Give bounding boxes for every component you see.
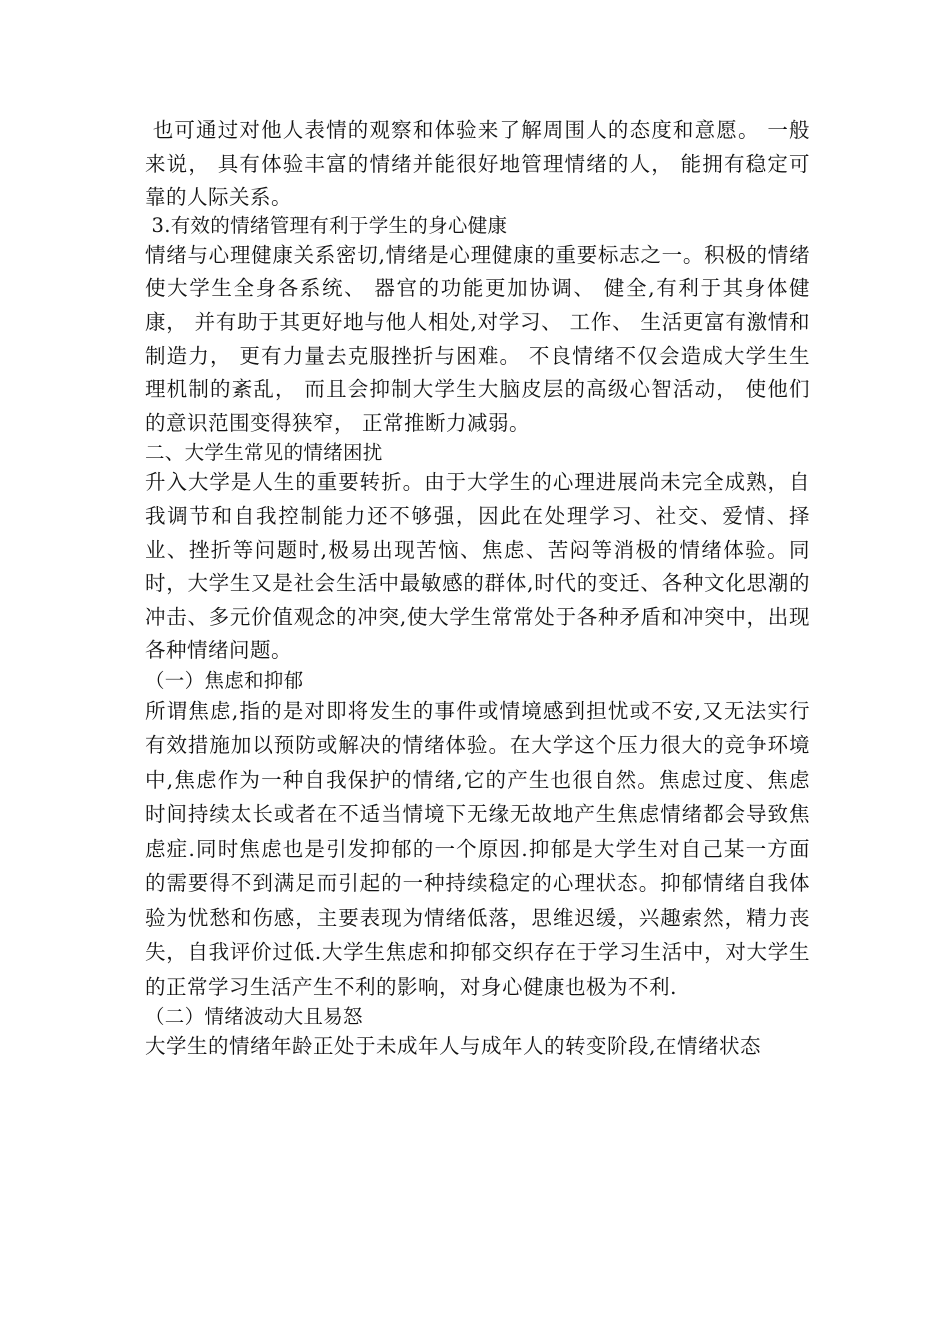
paragraph-anxiety: 所谓焦虑,指的是对即将发生的事件或情境感到担忧或不安,又无法实行有效措施加以预防或解决的情绪体验。在大学这个压力很大的竞争环境中,焦虑作为一种自我保护的情绪,它的产生也很自然。焦虑过度、焦虑时间持续太长或者在不适当情境下无缘无故地产生焦虑情绪都会导致焦虑症.同时焦虑也是引发抑郁的一个原因.抑郁是大学生对自己某一方面的需要得不到满足而引起的一种持续稳定的心理状态。抑郁情绪自我体验为忧愁和伤感，主要表现为情绪低落，思维迟缓，兴趣索然，精力丧失，自我评价过低.大学生焦虑和抑郁交织存在于学习生活中，对大学生的正常学习生活产生不利的影响，对身心健康也极为不利. bbox=[145, 698, 810, 999]
heading-common-troubles: 二、大学生常见的情绪困扰 bbox=[145, 441, 383, 465]
heading-anxiety-depression: （一）焦虑和抑郁 bbox=[145, 668, 304, 692]
paragraph-university-transition: 升入大学是人生的重要转折。由于大学生的心理进展尚未完全成熟，自我调节和自我控制能力还不够强，因此在处理学习、社交、爱情、择业、挫折等问题时,极易出现苦恼、焦虑、苦闷等消极的情绪体验。同时，大学生又是社会生活中最敏感的群体,时代的变迁、各种文化思潮的冲击、多元价值观念的冲突,使大学生常常处于各种矛盾和冲突中，出现各种情绪问题。 bbox=[145, 470, 810, 663]
paragraph-mental-health: 情绪与心理健康关系密切,情绪是心理健康的重要标志之一。积极的情绪使大学生全身各系统、 器官的功能更加协调、 健全,有利于其身体健康， 并有助于其更好地与他人相处,对学习、 工作、 生活更富有激情和制造力， 更有力量去克服挫折与困难。 不良情绪不仅会造成大学生生理机制的紊乱， 而且会抑制大学生大脑皮层的高级心智活动， 使他们的意识范围变得狭窄， 正常推断力减弱。 bbox=[145, 242, 810, 435]
heading-mood-swings: （二）情绪波动大且易怒 bbox=[145, 1005, 363, 1029]
heading-health-benefit: 3.有效的情绪管理有利于学生的身心健康 bbox=[145, 213, 508, 237]
paragraph-emotional-age: 大学生的情绪年龄正处于未成年人与成年人的转变阶段,在情绪状态 bbox=[145, 1034, 762, 1059]
paragraph-interpersonal: 也可通过对他人表情的观察和体验来了解周围人的态度和意愿。 一般来说， 具有体验丰富的情绪并能很好地管理情绪的人， 能拥有稳定可靠的人际关系。 bbox=[145, 118, 810, 210]
document-body bbox=[145, 114, 810, 1064]
